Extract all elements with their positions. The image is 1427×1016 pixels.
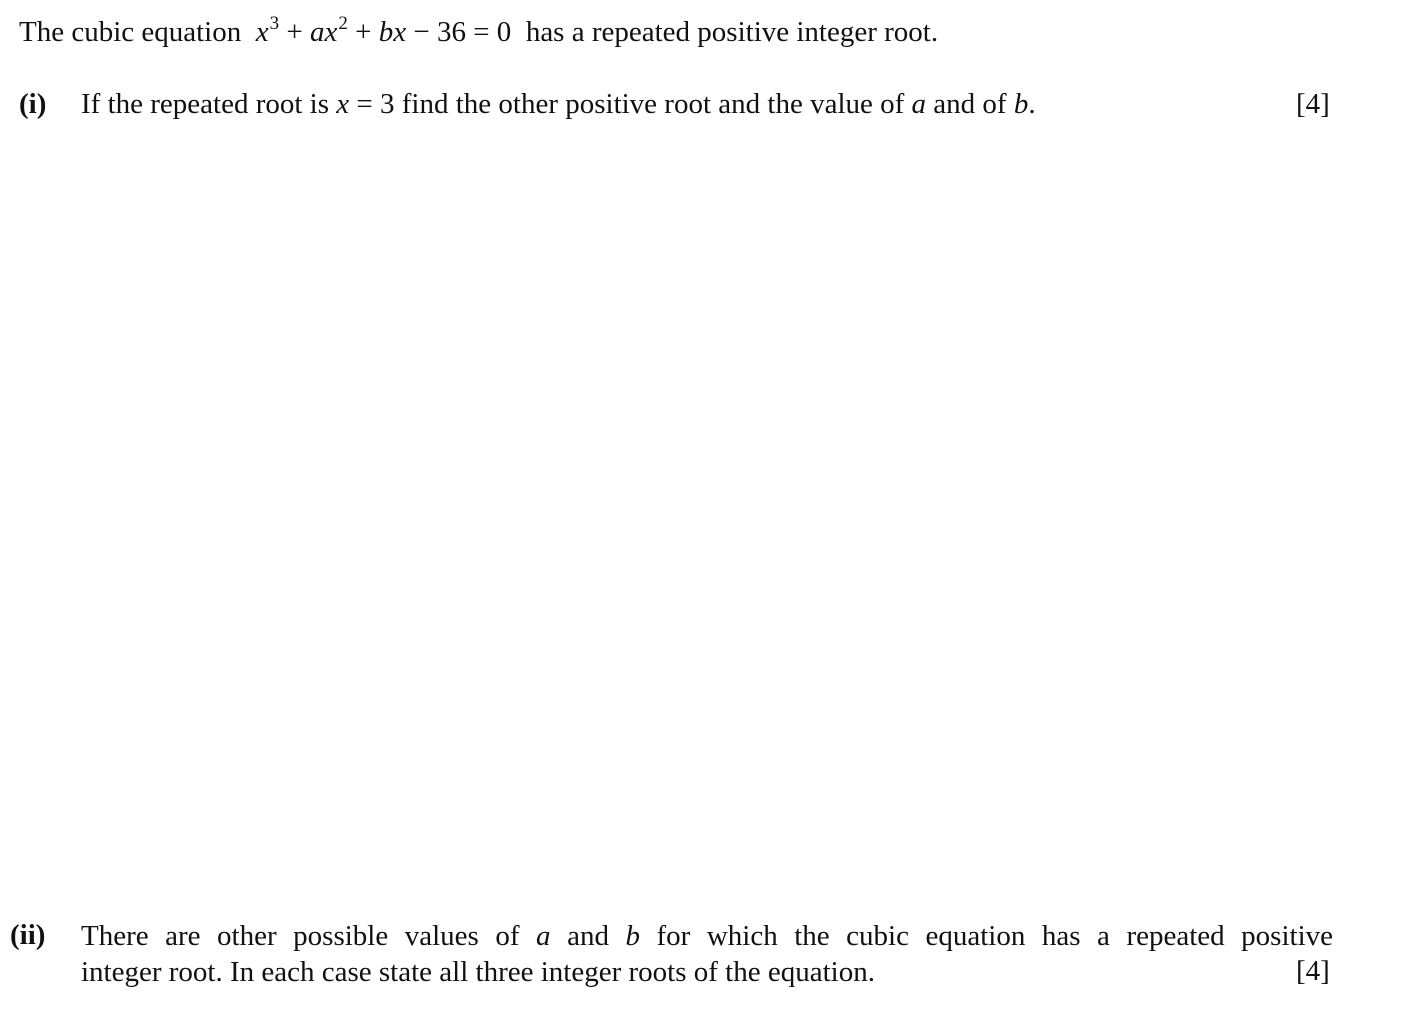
- part-i-text-2: = 3 find the other positive root and the value of: [349, 88, 912, 120]
- part-i-question: [81, 87, 1036, 121]
- part-i-marks: [4]: [1296, 88, 1330, 120]
- eq-ax: ax: [309, 16, 338, 48]
- part-ii-row-2: integer root. In each case state all three integer roots of the equation.: [81, 956, 875, 988]
- intro-text-after: has a repeated positive integer root.: [525, 16, 939, 48]
- part-ii-label: (ii): [10, 919, 46, 951]
- part-ii-text-1: There are other possible values of: [81, 920, 537, 952]
- eq-plus-2: +: [347, 16, 379, 48]
- part-i-var-x: x: [336, 88, 350, 120]
- eq-constant: − 36 = 0: [406, 16, 512, 48]
- eq-plus-1: +: [279, 16, 310, 48]
- part-ii-var-b: b: [625, 920, 640, 952]
- eq-exponent-2: 2: [338, 13, 348, 34]
- part-i-var-b: b: [1013, 88, 1029, 120]
- intro-text-before: The cubic equation: [19, 16, 242, 48]
- cubic-equation: [255, 13, 512, 48]
- eq-x: x: [255, 16, 269, 48]
- part-ii-var-a: a: [536, 920, 551, 952]
- part-ii-text-2: and: [550, 920, 626, 952]
- eq-exponent-3: 3: [269, 13, 280, 34]
- part-i-var-a: a: [911, 88, 927, 120]
- part-ii-row-1: [81, 918, 1333, 954]
- part-ii-marks: [4]: [1296, 955, 1330, 987]
- part-ii-text-3: for which the cubic equation has a repeated positive: [639, 920, 1333, 952]
- part-i-text-1: If the repeated root is: [81, 88, 337, 120]
- question-intro: [19, 15, 938, 53]
- part-i-label: (i): [19, 88, 47, 120]
- part-i-text-3: and of: [926, 88, 1014, 120]
- eq-bx: bx: [378, 16, 407, 48]
- part-i-text-4: .: [1028, 88, 1036, 120]
- part-ii-question: [81, 918, 1333, 990]
- answer-space[interactable]: [19, 140, 1333, 900]
